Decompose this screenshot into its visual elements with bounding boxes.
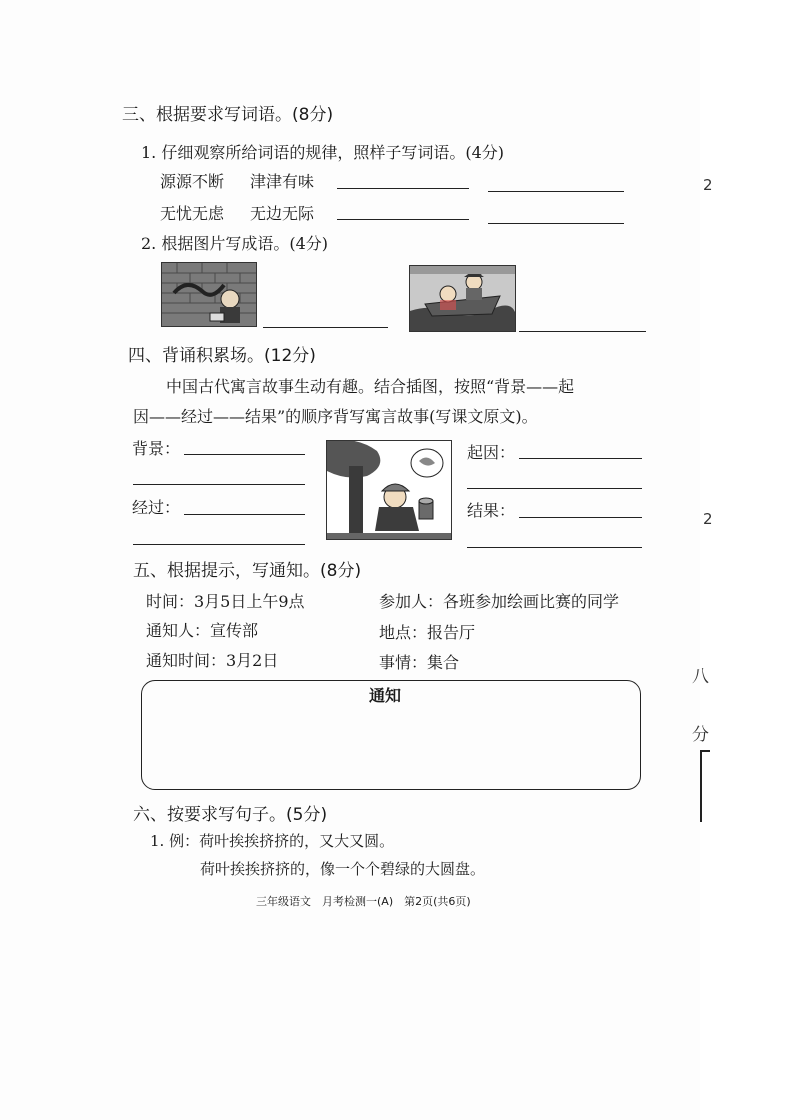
answer-line[interactable] [519, 458, 642, 459]
fable-picture-tree-stump [326, 440, 452, 540]
answer-line[interactable] [488, 191, 624, 192]
answer-line[interactable] [488, 223, 624, 224]
label-background: 背景： [132, 439, 181, 458]
notice-participants: 参加人：各班参加绘画比赛的同学 [379, 592, 620, 611]
notice-date: 通知时间：3月2日 [146, 651, 279, 670]
answer-line[interactable] [337, 188, 469, 189]
answer-line[interactable] [184, 454, 305, 455]
side-mark: 2 [703, 510, 713, 528]
word-example-2b: 无边无际 [250, 204, 315, 223]
label-cause: 起因： [467, 443, 516, 462]
notice-matter: 事情：集合 [379, 653, 460, 672]
section3-title: 三、根据要求写词语。(8分) [122, 105, 334, 125]
answer-line[interactable] [133, 544, 305, 545]
notice-box-title: 通知 [369, 686, 402, 705]
page-footer: 三年级语文 月考检测一(A) 第2页(共6页) [256, 895, 471, 908]
answer-line[interactable] [519, 331, 646, 332]
answer-line[interactable] [519, 517, 642, 518]
notice-time: 时间：3月5日上午9点 [146, 592, 305, 611]
section6-example: 1. 例：荷叶挨挨挤挤的，又大又圆。 [150, 832, 395, 850]
adjacent-page-strip [700, 0, 794, 1120]
answer-line[interactable] [133, 484, 305, 485]
answer-line[interactable] [184, 514, 305, 515]
side-mark: 分 [692, 725, 709, 745]
section4-title: 四、背诵积累场。(12分) [128, 346, 316, 366]
label-result: 结果： [467, 501, 516, 520]
section3-q2: 2. 根据图片写成语。(4分) [141, 234, 329, 253]
section4-intro-2: 因——经过——结果”的顺序背写寓言故事(写课文原文)。 [133, 407, 538, 426]
idiom-picture-dragon [161, 262, 257, 327]
answer-line[interactable] [337, 219, 469, 220]
side-mark: 2 [703, 176, 713, 194]
answer-line[interactable] [467, 488, 642, 489]
section4-intro-1: 中国古代寓言故事生动有趣。结合插图，按照“背景——起 [166, 377, 575, 396]
word-example-1b: 津津有味 [250, 172, 315, 191]
word-example-1a: 源源不断 [160, 172, 225, 191]
answer-line[interactable] [263, 327, 388, 328]
side-bracket [700, 750, 710, 822]
side-mark: 八 [692, 667, 709, 687]
notice-notifier: 通知人：宣传部 [146, 621, 259, 640]
section3-q1: 1. 仔细观察所给词语的规律，照样子写词语。(4分) [141, 143, 505, 162]
section6-example-2: 荷叶挨挨挤挤的，像一个个碧绿的大圆盘。 [200, 860, 486, 878]
section5-title: 五、根据提示，写通知。(8分) [133, 561, 362, 581]
idiom-picture-boat [409, 265, 516, 332]
notice-place: 地点：报告厅 [379, 623, 476, 642]
word-example-2a: 无忧无虑 [160, 204, 225, 223]
answer-line[interactable] [467, 547, 642, 548]
section6-title: 六、按要求写句子。(5分) [133, 805, 328, 825]
label-process: 经过： [132, 498, 181, 517]
